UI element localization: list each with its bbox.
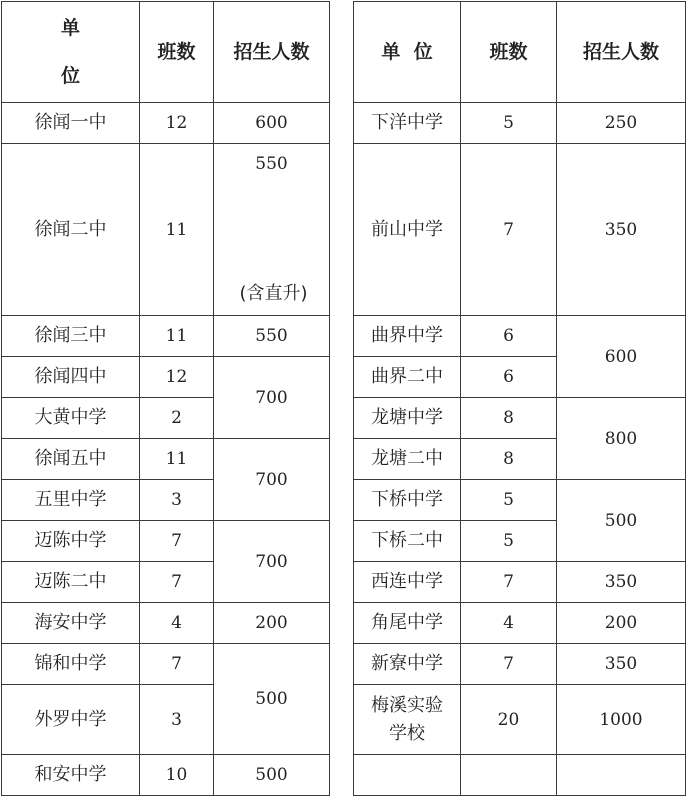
enroll-count-merged: 700	[214, 521, 330, 603]
header-unit-left: 单 位	[2, 2, 140, 103]
school-name: 西连中学	[354, 562, 461, 603]
class-count: 6	[461, 357, 557, 398]
header-enroll-left: 招生人数	[214, 2, 330, 103]
column-gap	[330, 521, 354, 562]
class-count: 8	[461, 439, 557, 480]
school-name	[354, 685, 461, 755]
school-name: 徐闻一中	[2, 103, 140, 144]
class-count: 10	[140, 755, 214, 796]
school-name: 五里中学	[2, 480, 140, 521]
class-count: 7	[140, 562, 214, 603]
header-classes-right: 班数	[461, 2, 557, 103]
enroll-count: 200	[557, 603, 686, 644]
class-count: 11	[140, 316, 214, 357]
header-enroll-right: 招生人数	[557, 2, 686, 103]
school-name: 迈陈二中	[2, 562, 140, 603]
school-name: 和安中学	[2, 755, 140, 796]
column-gap	[330, 103, 354, 144]
school-name: 前山中学	[354, 144, 461, 316]
enroll-count: 350	[557, 644, 686, 685]
column-gap	[330, 357, 354, 398]
empty-cell	[557, 755, 686, 796]
enroll-count: 1000	[557, 685, 686, 755]
column-gap	[330, 562, 354, 603]
table-row	[2, 480, 686, 521]
column-gap	[330, 2, 354, 103]
school-name: 锦和中学	[2, 644, 140, 685]
school-name: 下桥中学	[354, 480, 461, 521]
enroll-count: 250	[557, 103, 686, 144]
school-name: 海安中学	[2, 603, 140, 644]
school-name: 下洋中学	[354, 103, 461, 144]
enroll-count-merged: 700	[214, 439, 330, 521]
enroll-count: 350	[557, 144, 686, 316]
school-name: 徐闻三中	[2, 316, 140, 357]
enroll-count: 350	[557, 562, 686, 603]
school-name: 曲界二中	[354, 357, 461, 398]
table-row	[2, 562, 686, 603]
school-name: 迈陈中学	[2, 521, 140, 562]
table-row	[2, 398, 686, 439]
column-gap	[330, 144, 354, 316]
school-name: 曲界中学	[354, 316, 461, 357]
school-name: 徐闻五中	[2, 439, 140, 480]
school-name: 龙塘二中	[354, 439, 461, 480]
class-count: 7	[461, 644, 557, 685]
header-unit-right: 单 位	[354, 2, 461, 103]
enrollment-table	[1, 1, 686, 796]
enroll-count-merged: 500	[557, 480, 686, 562]
enroll-count: 600	[214, 103, 330, 144]
column-gap	[330, 755, 354, 796]
enroll-note: (含直升)	[239, 282, 308, 304]
enroll-count-merged: 600	[557, 316, 686, 398]
table-row	[2, 755, 686, 796]
school-name: 龙塘中学	[354, 398, 461, 439]
empty-cell	[461, 755, 557, 796]
table-header-row	[2, 2, 686, 103]
class-count: 7	[461, 144, 557, 316]
empty-cell	[354, 755, 461, 796]
school-name: 徐闻四中	[2, 357, 140, 398]
class-count: 2	[140, 398, 214, 439]
column-gap	[330, 398, 354, 439]
class-count: 3	[140, 685, 214, 755]
column-gap	[330, 603, 354, 644]
class-count: 11	[140, 439, 214, 480]
class-count: 7	[140, 644, 214, 685]
table-row	[2, 144, 686, 316]
table-row	[2, 644, 686, 685]
table-row	[2, 103, 686, 144]
class-count: 7	[140, 521, 214, 562]
table-row	[2, 316, 686, 357]
school-name: 大黄中学	[2, 398, 140, 439]
class-count: 11	[140, 144, 214, 316]
class-count: 20	[461, 685, 557, 755]
class-count: 12	[140, 103, 214, 144]
enroll-count	[214, 144, 330, 316]
class-count: 8	[461, 398, 557, 439]
header-classes-left: 班数	[140, 2, 214, 103]
class-count: 12	[140, 357, 214, 398]
column-gap	[330, 644, 354, 685]
class-count: 4	[461, 603, 557, 644]
class-count: 5	[461, 480, 557, 521]
table-row	[2, 685, 686, 755]
enroll-count-merged: 800	[557, 398, 686, 480]
school-name-wrap: 梅溪实验学校	[371, 694, 443, 744]
class-count: 7	[461, 562, 557, 603]
enroll-value: 550	[255, 153, 288, 174]
class-count: 4	[140, 603, 214, 644]
table-row	[2, 603, 686, 644]
enroll-count: 200	[214, 603, 330, 644]
class-count: 5	[461, 103, 557, 144]
school-name: 徐闻二中	[2, 144, 140, 316]
enroll-count-merged: 700	[214, 357, 330, 439]
school-name: 新寮中学	[354, 644, 461, 685]
enroll-count: 500	[214, 755, 330, 796]
school-name: 角尾中学	[354, 603, 461, 644]
column-gap	[330, 480, 354, 521]
school-name: 外罗中学	[2, 685, 140, 755]
class-count: 5	[461, 521, 557, 562]
school-name: 下桥二中	[354, 521, 461, 562]
class-count: 3	[140, 480, 214, 521]
column-gap	[330, 439, 354, 480]
column-gap	[330, 685, 354, 755]
enroll-count-merged: 500	[214, 644, 330, 755]
class-count: 6	[461, 316, 557, 357]
enroll-count: 550	[214, 316, 330, 357]
column-gap	[330, 316, 354, 357]
